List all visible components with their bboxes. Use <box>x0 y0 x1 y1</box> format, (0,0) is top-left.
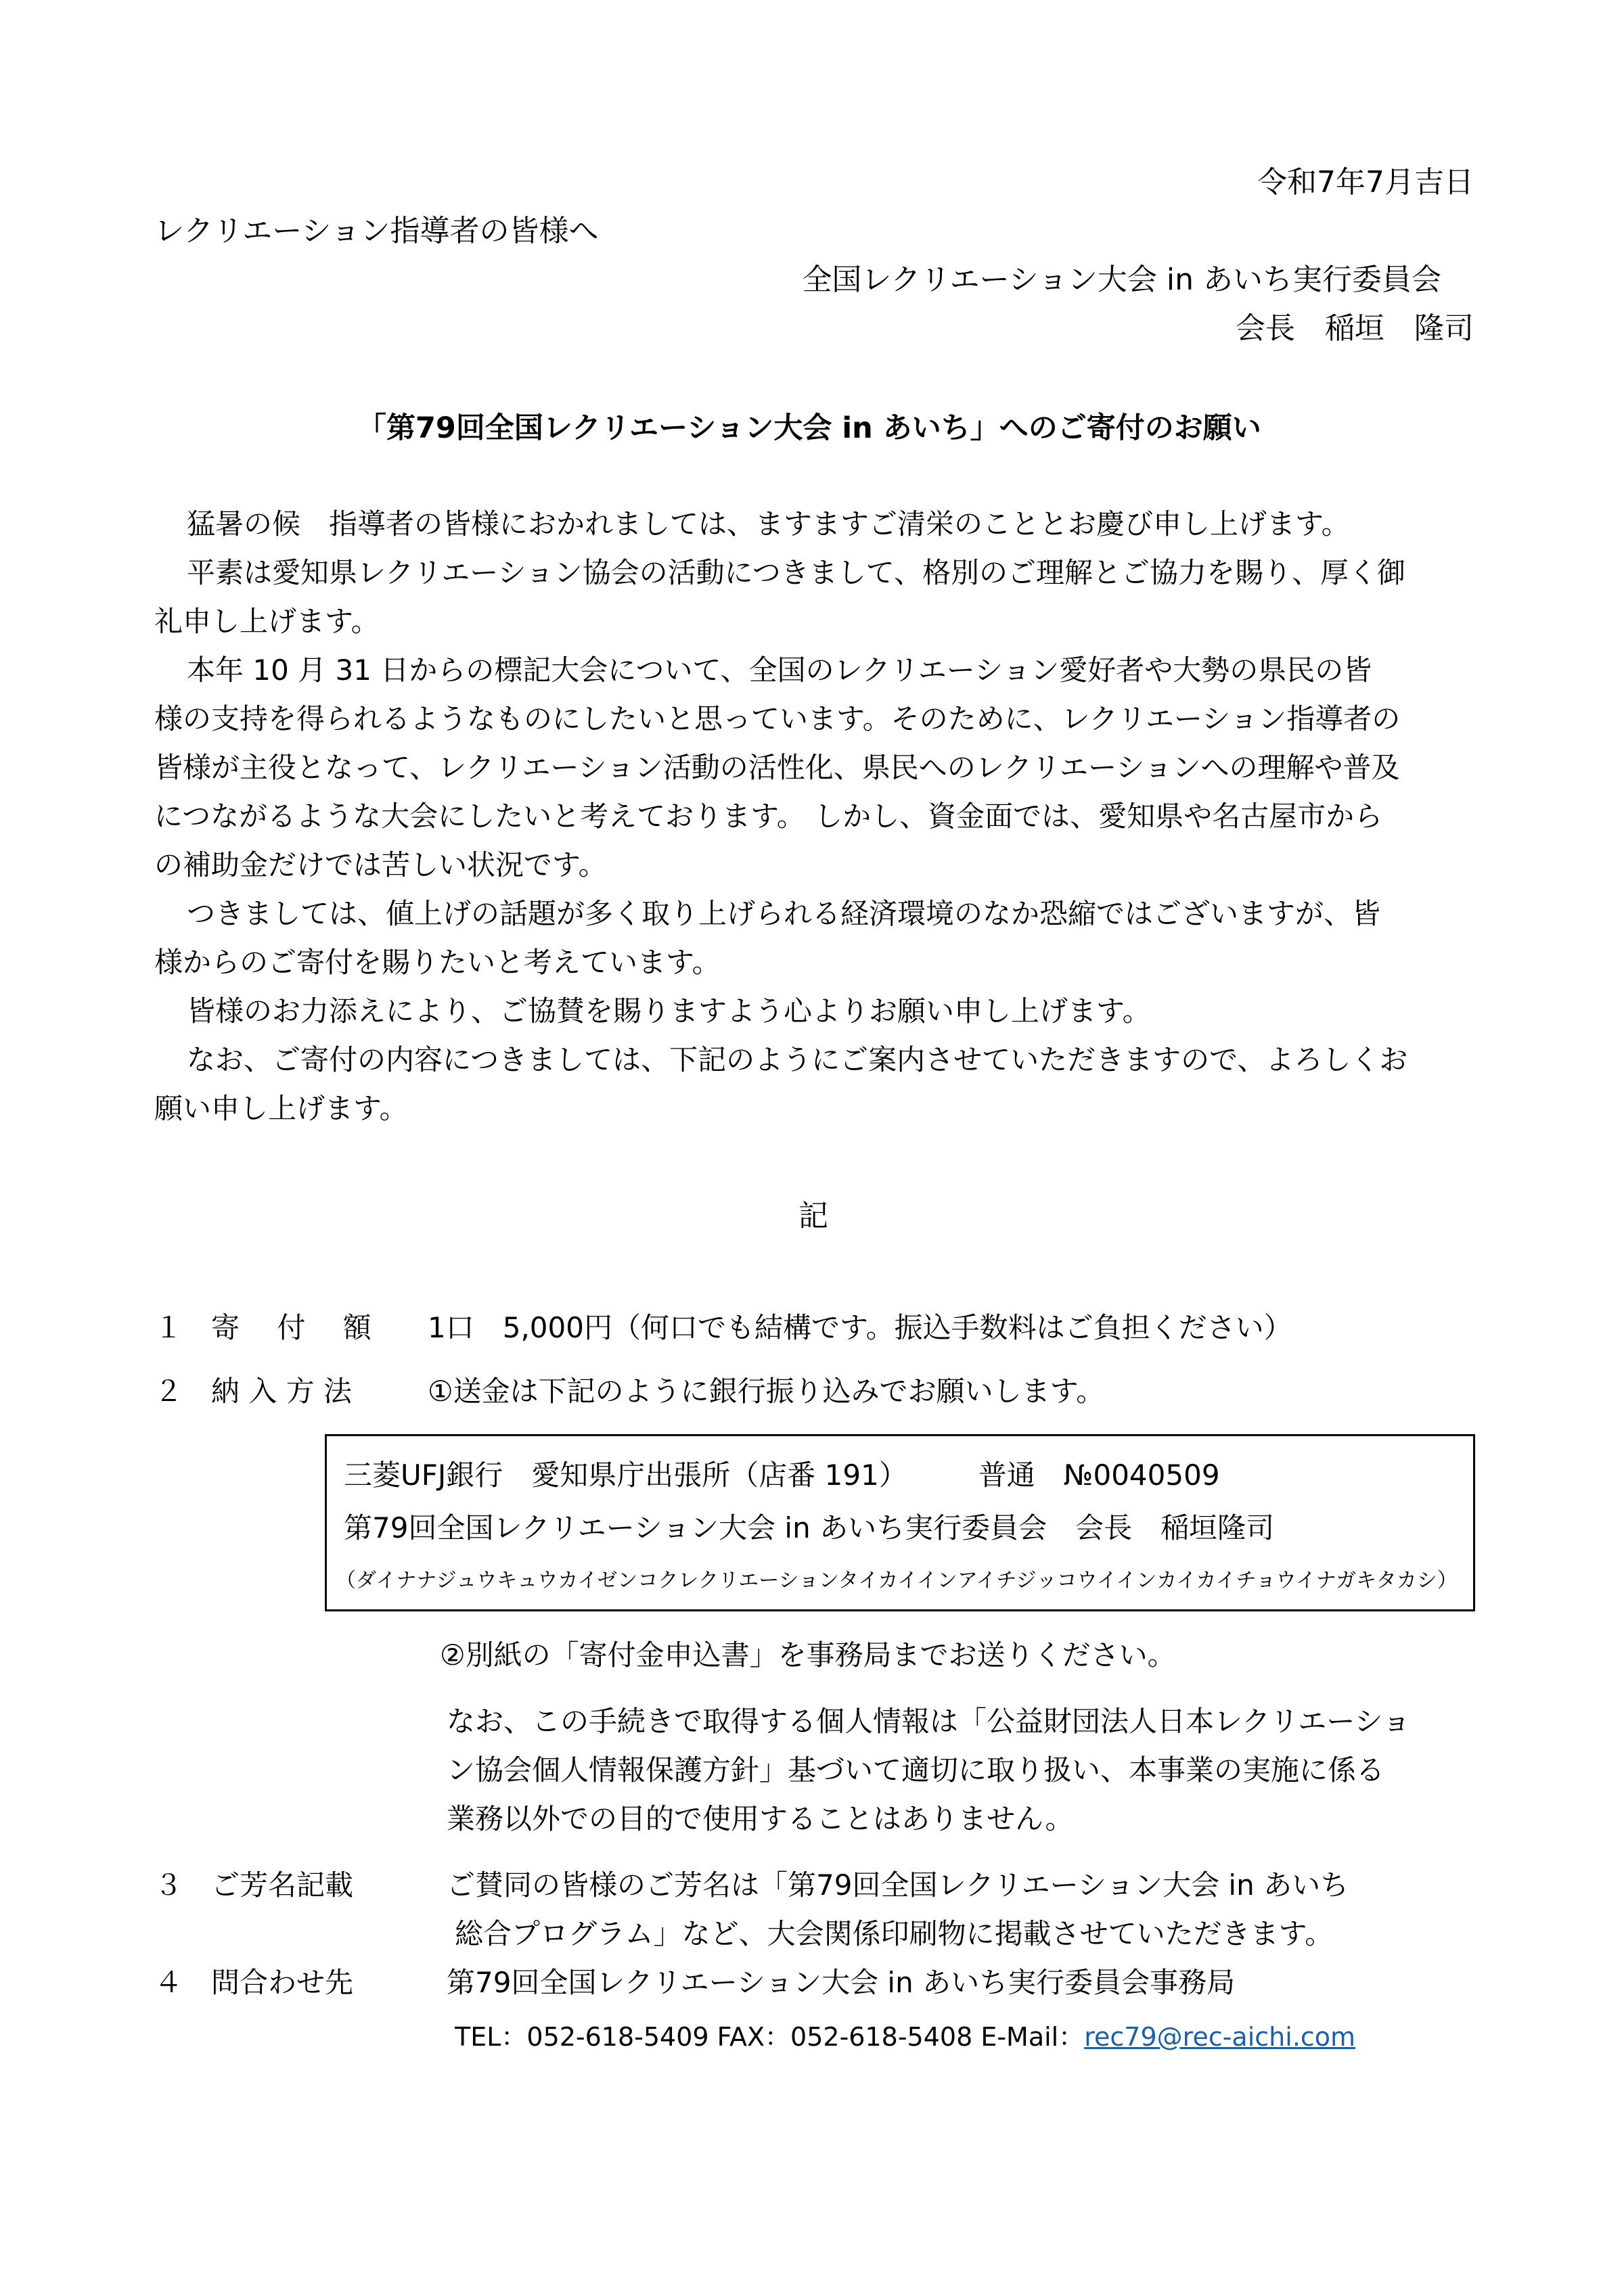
sender-name: 会長 稲垣 隆司 <box>1236 311 1474 346</box>
body-line: 本年 10 月 31 日からの標記大会について、全国のレクリエーション愛好者や大勢の県民の皆 <box>187 653 1372 687</box>
body-line: 願い申し上げます。 <box>154 1092 408 1125</box>
body-line: なお、ご寄付の内容につきましては、下記のようにご案内させていただきますので、よろしくお <box>187 1043 1408 1076</box>
item-3-line: 総合プログラム」など、大会関係印刷物に掲載させていただきます。 <box>455 1917 1334 1950</box>
body-line: 礼申し上げます。 <box>154 605 380 638</box>
contact-phone-fax: TEL：052-618-5409 FAX：052-618-5408 E-Mail： <box>455 2022 1085 2052</box>
item-1-label: １ 寄 付 額 <box>154 1311 371 1344</box>
body-line: つきましては、値上げの話題が多く取り上げられる経済環境のなか恐縮ではございますが、皆 <box>187 897 1381 930</box>
date: 令和7年7月吉日 <box>1257 165 1474 200</box>
privacy-line: ン協会個人情報保護方針」基づいて適切に取り扱い、本事業の実施に係る <box>447 1753 1385 1787</box>
addressee: レクリエーション指導者の皆様へ <box>154 214 599 248</box>
item-4-label: ４ 問合わせ先 <box>154 1966 354 1999</box>
bank-line-1: 三菱UFJ銀行 愛知県庁出張所（店番 191） 普通 №0040509 <box>344 1459 1220 1492</box>
body-line: につながるような大会にしたいと考えております。 しかし、資金面では、愛知県や名古屋市から <box>154 800 1383 833</box>
ki-heading: 記 <box>798 1199 828 1233</box>
body-line: 皆様のお力添えにより、ご協賛を賜りますよう心よりお願い申し上げます。 <box>187 994 1151 1028</box>
body-line: 皆様が主役となって、レクリエーション活動の活性化、県民へのレクリエーションへの理解や普及 <box>154 751 1400 784</box>
sender-org: 全国レクリエーション大会 in あいち実行委員会 <box>802 262 1441 297</box>
item-2-text: ①送金は下記のように銀行振り込みでお願いします。 <box>428 1375 1105 1408</box>
privacy-line: 業務以外での目的で使用することはありません。 <box>447 1802 1074 1835</box>
item-3-line: ご賛同の皆様のご芳名は「第79回全国レクリエーション大会 in あいち <box>447 1868 1349 1902</box>
body-line: 平素は愛知県レクリエーション協会の活動につきまして、格別のご理解とご協力を賜り、厚く御 <box>187 556 1405 589</box>
item-3-label: ３ ご芳名記載 <box>154 1868 354 1902</box>
page-title: 「第79回全国レクリエーション大会 in あいち」へのご寄付のお願い <box>357 411 1261 445</box>
item-2-label: ２ 納 入 方 法 <box>154 1375 353 1408</box>
bank-line-2: 第79回全国レクリエーション大会 in あいち実行委員会 会長 稲垣隆司 <box>344 1511 1275 1544</box>
body-line: の補助金だけでは苦しい状況です。 <box>154 848 607 881</box>
body-line: 様の支持を得られるようなものにしたいと思っています。そのために、レクリエーション指導者の <box>154 702 1401 735</box>
body-line: 猛暑の候 指導者の皆様におかれましては、ますますご清栄のこととお慶び申し上げます。 <box>187 507 1350 541</box>
email-link[interactable]: rec79@rec-aichi.com <box>1084 2022 1356 2052</box>
body-line: 様からのご寄付を賜りたいと考えています。 <box>154 946 721 979</box>
item-4-text: 第79回全国レクリエーション大会 in あいち実行委員会事務局 <box>447 1966 1236 1999</box>
contact-line <box>455 2024 1355 2050</box>
item-1-text: 1口 5,000円（何口でも結構です。振込手数料はご負担ください） <box>428 1311 1292 1344</box>
item-2-text-2: ②別紙の「寄付金申込書」を事務局までお送りください。 <box>440 1638 1176 1672</box>
privacy-line: なお、この手続きで取得する個人情報は「公益財団法人日本レクリエーショ <box>447 1705 1411 1738</box>
bank-kana: （ダイナナジュウキュウカイゼンコクレクリエーションタイカイインアイチジッコウイインカイカイチョウイナガキタカシ） <box>336 1569 1458 1592</box>
